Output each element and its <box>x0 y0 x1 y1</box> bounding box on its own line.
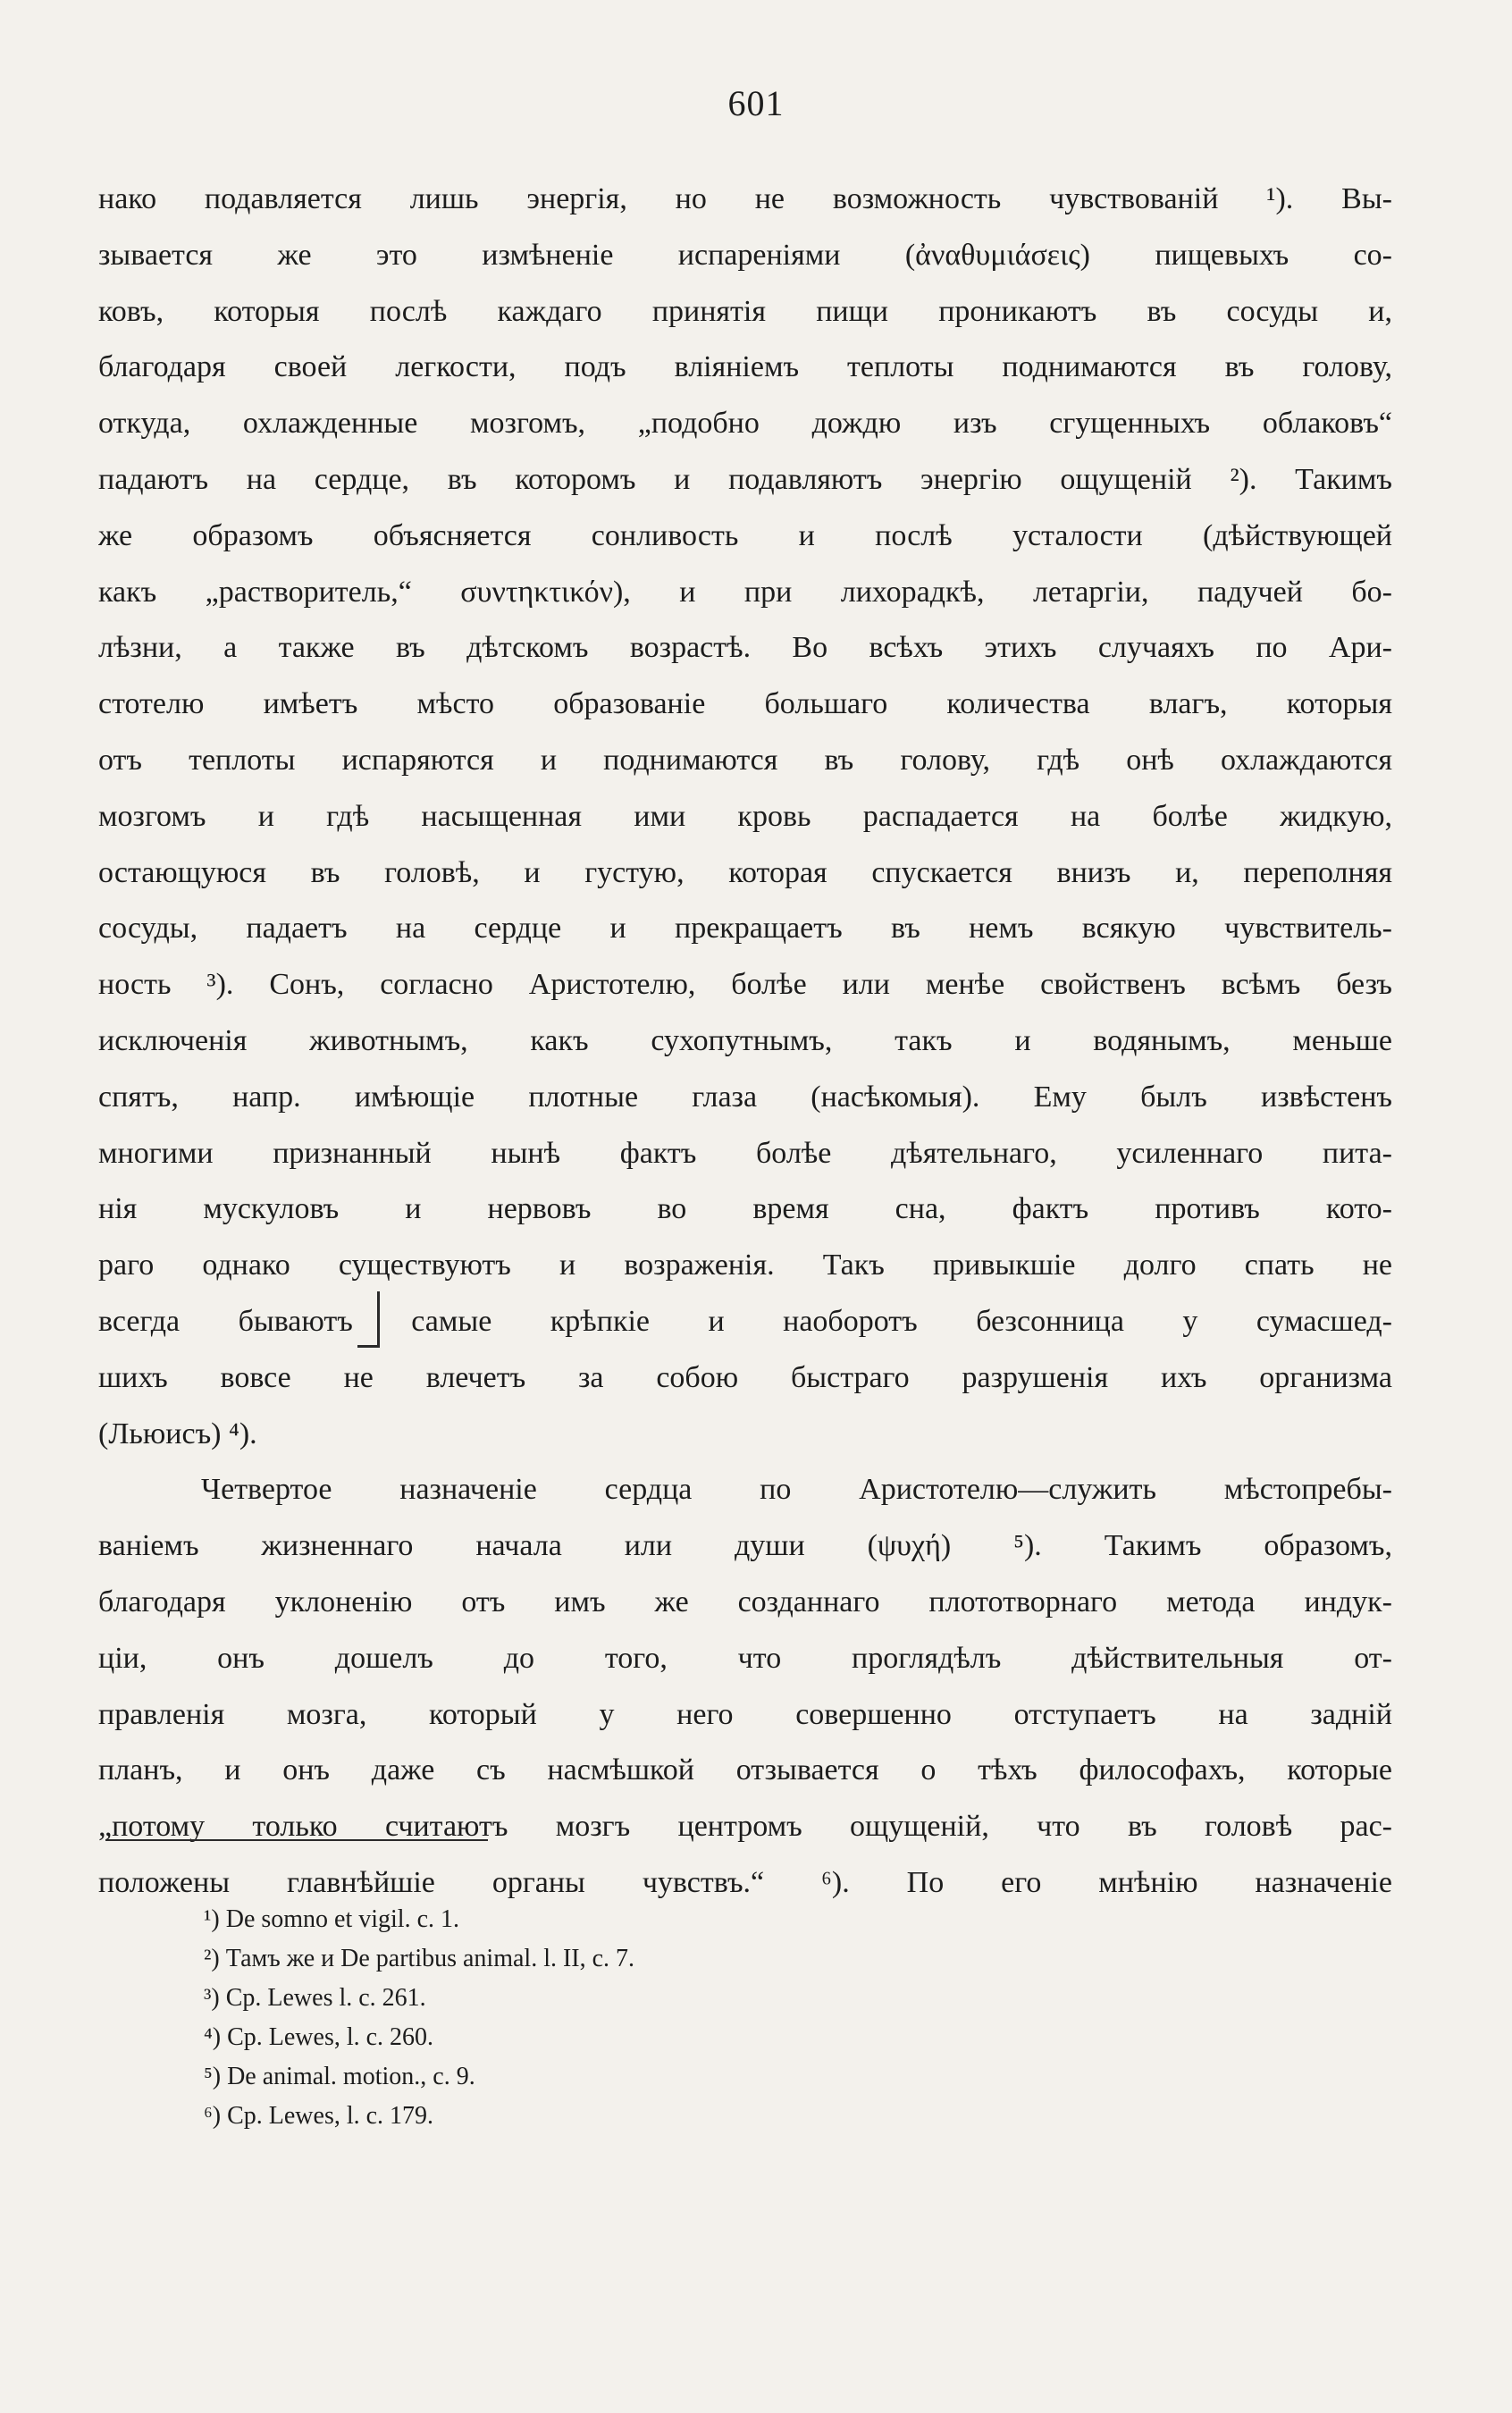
text-line: шихъ вовсе не влечетъ за собою быстраго разрушенія ихъ организма <box>98 1360 1392 1394</box>
text-line: благодаря уклоненію отъ имъ же созданнаго плототворнаго метода индук- <box>98 1585 1392 1618</box>
footnote: ⁵) De animal. motion., c. 9. <box>204 2063 475 2090</box>
text-line: падаютъ на сердце, въ которомъ и подавляютъ энергію ощущеній ²). Такимъ <box>98 462 1392 496</box>
text-line: „потому только считаютъ мозгъ центромъ ощущеній, что въ головѣ рас- <box>98 1810 1392 1844</box>
text-line: зывается же это измѣненіе испареніями (ἀναθυμιάσεις) пищевыхъ со- <box>98 238 1392 272</box>
text-line: ваніемъ жизненнаго начала или души (ψυχή) ⁵). Такимъ образомъ, <box>98 1529 1392 1563</box>
text-line: ковъ, которыя послѣ каждаго принятія пищи проникаютъ въ сосуды и, <box>98 294 1392 328</box>
text-line: правленія мозга, который у него совершенно отступаетъ на задній <box>98 1697 1392 1731</box>
paragraph-start-line: Четвертое назначеніе сердца по Аристотелю—служить мѣстопребы- <box>201 1473 1392 1507</box>
footnote: ⁶) Ср. Lewes, l. c. 179. <box>204 2102 434 2130</box>
text-line: нако подавляется лишь энергія, но не возможность чувствованій ¹). Вы- <box>98 182 1392 215</box>
text-line: мозгомъ и гдѣ насыщенная ими кровь распадается на болѣе жидкую, <box>98 799 1392 833</box>
footnote: ¹) De somno et vigil. c. 1. <box>204 1905 460 1933</box>
footnote-divider <box>105 1839 488 1841</box>
text-line: отъ теплоты испаряются и поднимаются въ голову, гдѣ онѣ охлаждаются <box>98 743 1392 777</box>
text-line: благодаря своей легкости, подъ вліяніемъ теплоты поднимаются въ голову, <box>98 350 1392 384</box>
text-line: планъ, и онъ даже съ насмѣшкой отзывается о тѣхъ философахъ, которые <box>98 1753 1392 1787</box>
text-line: какъ „растворитель,“ συντηκτικόν), и при лихорадкѣ, летаргіи, падучей бо- <box>98 575 1392 609</box>
footnote: ⁴) Ср. Lewes, l. c. 260. <box>204 2023 434 2051</box>
text-line: всегда бываютъ самые крѣпкіе и наоборотъ безсонница у сумасшед- <box>98 1304 1392 1338</box>
text-line: нія мускуловъ и нервовъ во время сна, фактъ противъ кото- <box>98 1192 1392 1226</box>
page-number: 601 <box>727 83 785 123</box>
text-line: ность ³). Сонъ, согласно Аристотелю, болѣе или менѣе свойственъ всѣмъ безъ <box>98 968 1392 1002</box>
text-line: откуда, охлажденные мозгомъ, „подобно дождю изъ сгущенныхъ облаковъ“ <box>98 407 1392 441</box>
text-line: сосуды, падаетъ на сердце и прекращаетъ въ немъ всякую чувствитель- <box>98 912 1392 946</box>
text-line: многими признанный нынѣ фактъ болѣе дѣятельнаго, усиленнаго пита- <box>98 1136 1392 1170</box>
footnote: ²) Тамъ же и De partibus animal. l. II, c. 7. <box>204 1945 635 1972</box>
text-line: лѣзни, а также въ дѣтскомъ возрастѣ. Во всѣхъ этихъ случаяхъ по Ари- <box>98 631 1392 665</box>
text-line: раго однако существуютъ и возраженія. Такъ привыкшіе долго спать не <box>98 1249 1392 1282</box>
text-line: ціи, онъ дошелъ до того, что проглядѣлъ дѣйствительныя от- <box>98 1641 1392 1675</box>
footnotes <box>204 1900 1276 2136</box>
text-line: положены главнѣйшіе органы чувствъ.“ ⁶). По его мнѣнію назначеніе <box>98 1865 1392 1899</box>
handwritten-bracket-mark <box>357 1291 380 1348</box>
body-text <box>98 172 1392 1912</box>
footnote: ³) Ср. Lewes l. c. 261. <box>204 1984 426 2012</box>
text-line: спятъ, напр. имѣющіе плотные глаза (насѣкомыя). Ему былъ извѣстенъ <box>98 1080 1392 1114</box>
text-line: же образомъ объясняется сонливость и послѣ усталости (дѣйствующей <box>98 518 1392 552</box>
text-line: остающуюся въ головѣ, и густую, которая спускается внизъ и, переполняя <box>98 855 1392 889</box>
text-line: стотелю имѣетъ мѣсто образованіе большаго количества влагъ, которыя <box>98 687 1392 721</box>
text-line: исключенія животнымъ, какъ сухопутнымъ, такъ и водянымъ, меньше <box>98 1023 1392 1057</box>
paragraph-end-line: (Льюисъ) ⁴). <box>98 1417 257 1450</box>
